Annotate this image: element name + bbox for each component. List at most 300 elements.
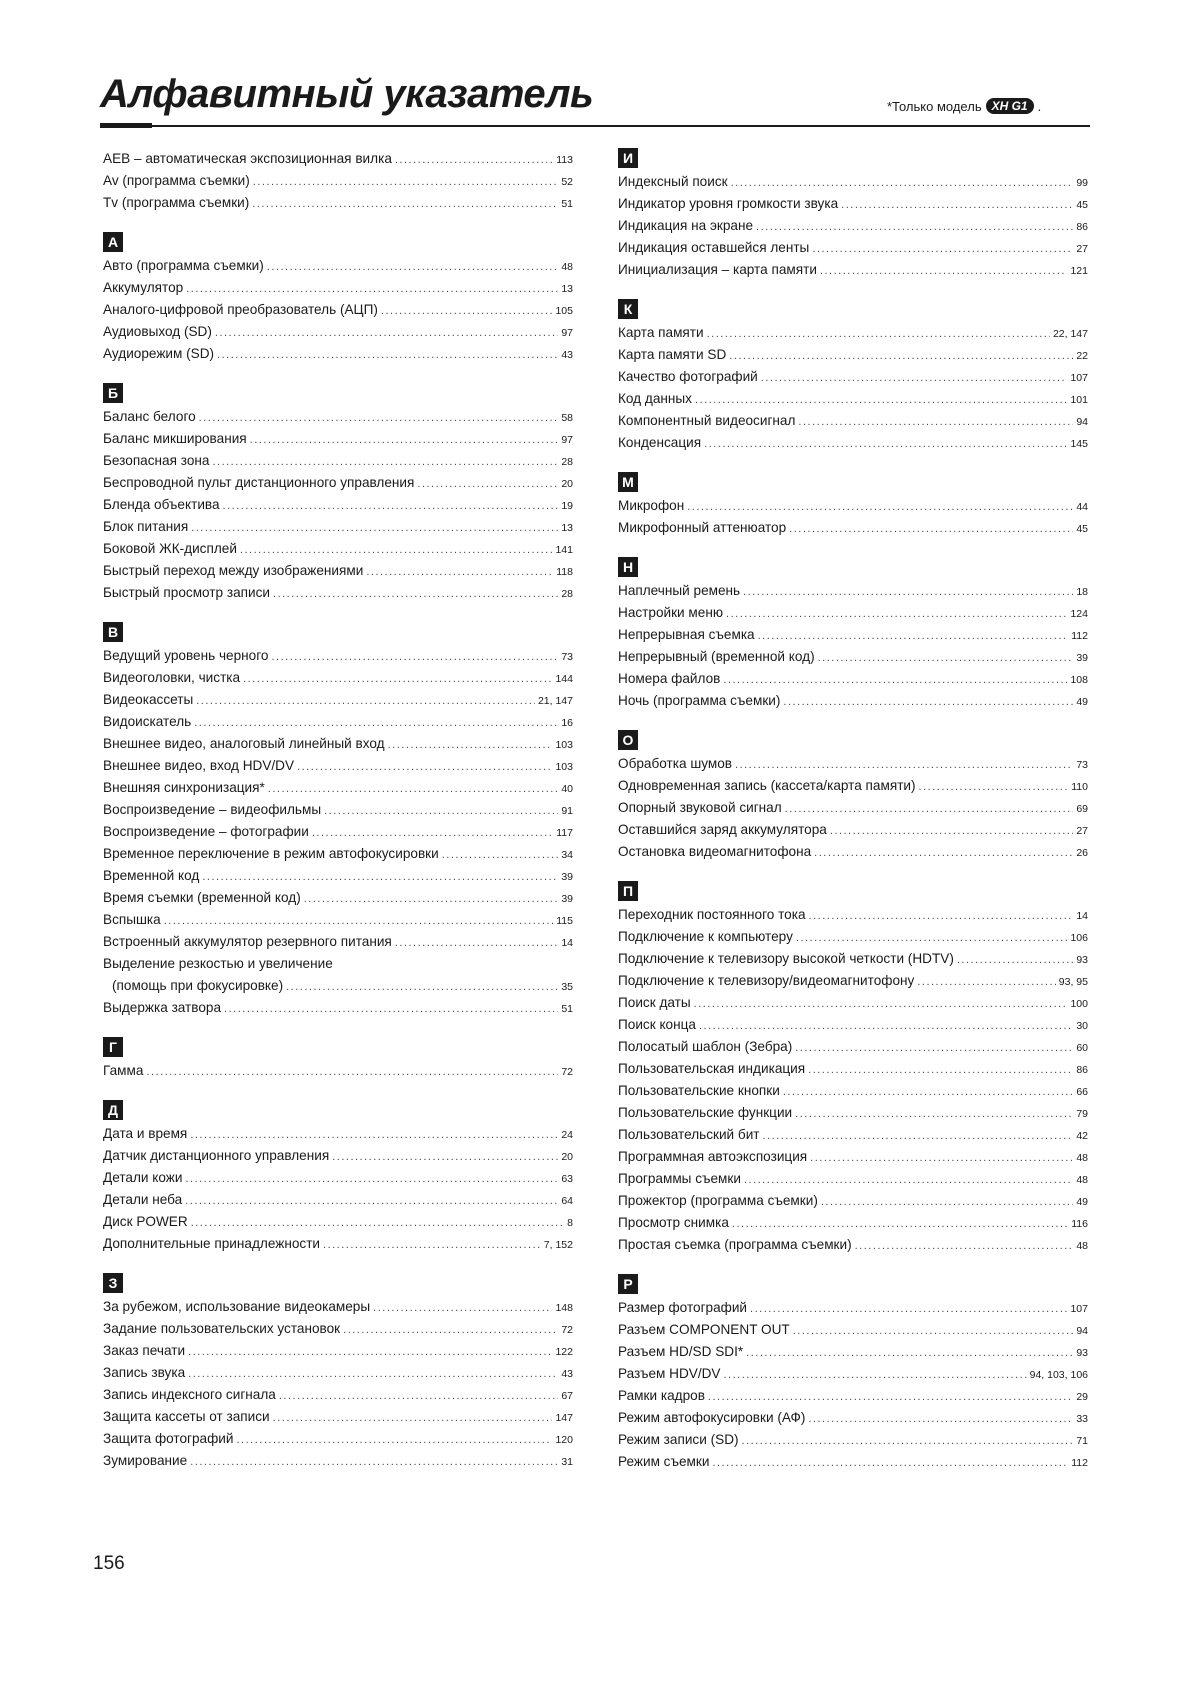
entry-page: 35 [561,981,573,993]
index-entry [103,428,573,450]
dot-leader [323,1234,541,1256]
entry-term: Режим автофокусировки (АФ) [618,1410,806,1425]
entry-page: 49 [1076,1196,1088,1208]
index-section [103,1255,573,1472]
section-letter: В [103,622,123,642]
dot-leader [919,776,1069,798]
dot-leader [194,712,558,734]
entry-page: 94, 103, 106 [1029,1369,1088,1381]
entry-page: 28 [561,456,573,468]
index-section [103,365,573,604]
entry-term: Дополнительные принадлежности [103,1236,321,1251]
entry-page: 45 [1076,199,1088,211]
index-entry [618,1407,1088,1429]
page-number: 156 [93,1553,125,1574]
dot-leader [217,344,558,366]
index-entry [103,667,573,689]
dot-leader [731,172,1074,194]
entry-page: 43 [561,1368,573,1380]
dot-leader [388,734,553,756]
index-entry [618,495,1088,517]
entry-term: Непрерывная съемка [618,627,755,642]
entry-term: Воспроизведение – видеофильмы [103,802,322,817]
entry-page: 141 [555,544,573,556]
index-entry [618,1168,1088,1190]
entry-term: Одновременная запись (кассета/карта памяти) [618,778,916,793]
index-entry [103,192,573,214]
dot-leader [312,822,553,844]
entry-page: 105 [555,305,573,317]
entry-page: 44 [1076,501,1088,513]
dot-leader [707,323,1050,345]
entry-term: Непрерывный (временной код) [618,649,815,664]
dot-leader [202,866,558,888]
index-entry [618,646,1088,668]
entry-page: 124 [1070,608,1088,620]
entry-term: Диск POWER [103,1214,188,1229]
index-entry [618,1014,1088,1036]
entry-term: Пользовательская индикация [618,1061,806,1076]
entry-term: Разъем HDV/DV [618,1366,721,1381]
dot-leader [273,1407,553,1429]
entry-term: Воспроизведение – фотографии [103,824,309,839]
index-entry [618,970,1088,992]
entry-page: 122 [555,1346,573,1358]
index-section [103,1019,573,1082]
index-entry [618,926,1088,948]
entry-term: Задание пользовательских установок [103,1321,341,1336]
entry-term: Переходник постоянного тока [618,907,806,922]
entry-page: 52 [561,176,573,188]
dot-leader [814,842,1073,864]
dot-leader [224,998,558,1020]
dot-leader [712,1452,1068,1474]
section-letter: К [618,299,638,319]
model-note [887,98,1041,114]
entry-term: Подключение к телевизору высокой четкости (HDTV) [618,951,954,966]
index-entry [103,711,573,733]
entry-page: 94 [1076,416,1088,428]
dot-leader [191,1212,564,1234]
section-letter: Н [618,557,638,577]
entry-term: Быстрый переход между изображениями [103,563,364,578]
entry-term: Внешняя синхронизация* [103,780,265,795]
index-entry [618,1385,1088,1407]
entry-term: Защита фотографий [103,1431,234,1446]
dot-leader [746,1342,1073,1364]
dot-leader [215,322,558,344]
entry-term: Поиск конца [618,1017,696,1032]
entry-term: Подключение к телевизору/видеомагнитофону [618,973,915,988]
dot-leader [758,625,1069,647]
section-letter-row [618,730,1088,753]
dot-leader [795,1103,1073,1125]
dot-leader [699,1015,1073,1037]
dot-leader [763,1125,1074,1147]
entry-page: 48 [1076,1174,1088,1186]
index-entry [103,1296,573,1318]
entry-term: Разъем HD/SD SDI* [618,1344,744,1359]
dot-leader [743,581,1073,603]
entry-term: Ночь (программа съемки) [618,693,781,708]
entry-page: 79 [1076,1108,1088,1120]
index-entry [103,450,573,472]
index-entry [103,1233,573,1255]
index-entry [103,343,573,365]
index-section [618,712,1088,863]
entry-page: 49 [1076,696,1088,708]
dot-leader [783,691,1073,713]
entry-page: 97 [561,327,573,339]
entry-page: 63 [561,1173,573,1185]
dot-leader [793,1320,1074,1342]
entry-page: 28 [561,588,573,600]
index-entry [618,1124,1088,1146]
index-entry [618,1297,1088,1319]
entry-term: Tv (программа съемки) [103,195,250,210]
entry-term: Полосатый шаблон (Зебра) [618,1039,793,1054]
dot-leader [381,300,553,322]
index-entry [618,410,1088,432]
entry-page: 73 [1076,759,1088,771]
entry-page: 34 [561,849,573,861]
entry-page: 93, 95 [1058,976,1088,988]
index-entry [618,1363,1088,1385]
entry-page: 20 [561,1151,573,1163]
entry-page: 22 [1076,350,1088,362]
dot-leader [744,1169,1073,1191]
entry-term: Инициализация – карта памяти [618,262,817,277]
dot-leader [223,495,559,517]
dot-leader [704,433,1067,455]
entry-page: 147 [555,1412,573,1424]
entry-term: Запись звука [103,1365,186,1380]
section-letter: Д [103,1100,123,1120]
dot-leader [252,193,558,215]
dot-leader [185,1168,558,1190]
dot-leader [798,411,1073,433]
entry-page: 8 [567,1217,573,1229]
index-entry [103,1123,573,1145]
entry-page: 16 [561,717,573,729]
dot-leader [186,278,558,300]
index-entry [103,1406,573,1428]
entry-term: Код данных [618,391,692,406]
dot-leader [297,756,552,778]
entry-page: 103 [555,761,573,773]
index-entry: Выделение резкостью и увеличение [103,956,333,971]
entry-term: Микрофон [618,498,685,513]
entry-page: 110 [1071,781,1088,793]
entry-term: Аудиовыход (SD) [103,324,212,339]
entry-page: 42 [1076,1130,1088,1142]
entry-term: Дата и время [103,1126,188,1141]
index-entry [618,1058,1088,1080]
page-title: Алфавитный указатель [100,72,594,116]
dot-leader [212,451,558,473]
section-letter-row [618,557,1088,580]
dot-leader [820,260,1068,282]
index-entry [103,733,573,755]
dot-leader [271,646,558,668]
section-letter-row [618,1274,1088,1297]
entry-page: 31 [561,1456,573,1468]
entry-page: 40 [561,783,573,795]
entry-page: 72 [561,1324,573,1336]
entry-term: Программы съемки [618,1171,741,1186]
index-entry [618,432,1088,454]
entry-page: 13 [561,283,573,295]
index-section [618,1256,1088,1473]
entry-term: Пользовательские кнопки [618,1083,780,1098]
dot-leader [735,754,1073,776]
section-gap [618,539,1088,557]
entry-term: Микрофонный аттенюатор [618,520,787,535]
index-entry [103,1362,573,1384]
index-entry [103,1384,573,1406]
entry-term: Настройки меню [618,605,724,620]
index-entry [618,753,1088,775]
index-entry [618,322,1088,344]
entry-page: 64 [561,1195,573,1207]
dot-leader [750,1298,1067,1320]
index-entry [103,148,573,170]
dot-leader [695,389,1068,411]
section-gap [618,281,1088,299]
entry-page: 22, 147 [1052,328,1088,340]
dot-leader [243,668,552,690]
dot-leader [917,971,1055,993]
index-entry [618,602,1088,624]
dot-leader [237,1429,553,1451]
dot-leader [841,194,1073,216]
index-entry [618,366,1088,388]
section-gap [618,454,1088,472]
index-entry [618,841,1088,863]
entry-page: 116 [1071,1218,1088,1230]
dot-leader [821,1191,1073,1213]
entry-term: Пользовательский бит [618,1127,760,1142]
entry-page: 100 [1070,998,1088,1010]
entry-page: 67 [561,1390,573,1402]
dot-leader [694,993,1068,1015]
index-entry [618,1102,1088,1124]
section-letter-row [618,148,1088,171]
entry-term: Аудиорежим (SD) [103,346,215,361]
section-letter-row [103,1273,573,1296]
dot-leader [304,888,559,910]
section-letter: Б [103,383,123,403]
dot-leader [190,1124,558,1146]
entry-page: 27 [1076,243,1088,255]
dot-leader [366,561,553,583]
index-entry [103,406,573,428]
entry-page: 43 [561,349,573,361]
dot-leader [855,1235,1074,1257]
entry-page: 14 [1076,910,1088,922]
entry-page: 101 [1070,394,1088,406]
entry-page: 91 [561,805,573,817]
entry-term: Заказ печати [103,1343,186,1358]
entry-page: 112 [1071,630,1088,642]
entry-term: Рамки кадров [618,1388,705,1403]
index-section [618,454,1088,539]
entry-page: 73 [561,651,573,663]
dot-leader [395,149,553,171]
entry-page: 18 [1076,586,1088,598]
index-entry [103,645,573,667]
entry-term: Гамма [103,1063,144,1078]
entry-page: 118 [556,566,573,578]
entry-term: За рубежом, использование видеокамеры [103,1299,371,1314]
entry-page: 107 [1070,372,1088,384]
index-entry [618,1451,1088,1473]
index-entry [618,690,1088,712]
index-entry [103,777,573,799]
entry-term: Встроенный аккумулятор резервного питания [103,934,392,949]
dot-leader [395,932,559,954]
index-entry [618,775,1088,797]
entry-term: Наплечный ремень [618,583,741,598]
dot-leader [729,345,1073,367]
entry-page: 113 [556,154,573,166]
entry-term: (помощь при фокусировке) [112,978,284,993]
entry-page: 45 [1076,523,1088,535]
index-entry [103,1167,573,1189]
entry-page: 24 [561,1129,573,1141]
entry-term: Вспышка [103,912,161,927]
dot-leader [808,1059,1073,1081]
dot-leader [442,844,559,866]
index-section [618,281,1088,454]
entry-page: 19 [561,500,573,512]
entry-page: 103 [555,739,573,751]
index-entry [103,909,573,931]
index-entry [103,1318,573,1340]
entry-page: 97 [561,434,573,446]
entry-term: Просмотр снимка [618,1215,729,1230]
index-entry [103,755,573,777]
dot-leader [250,429,559,451]
dot-leader [783,1081,1074,1103]
dot-leader [796,927,1068,949]
entry-page: 148 [555,1302,573,1314]
section-letter: З [103,1273,123,1293]
entry-page: 94 [1076,1325,1088,1337]
entry-term: Поиск даты [618,995,691,1010]
entry-term: Номера файлов [618,671,721,686]
index-entry [103,277,573,299]
entry-term: Пользовательские функции [618,1105,793,1120]
index-section [618,863,1088,1256]
index-entry [103,538,573,560]
entry-page: 66 [1076,1086,1088,1098]
dot-leader [164,910,554,932]
entry-term: Индексный поиск [618,174,728,189]
dot-leader [742,1430,1074,1452]
entry-term: Аналого-цифровой преобразователь (АЦП) [103,302,378,317]
dot-leader [191,517,558,539]
section-letter-row [618,472,1088,495]
index-entry [618,1190,1088,1212]
entry-term: Запись индексного сигнала [103,1387,276,1402]
dot-leader [830,820,1073,842]
index-section [103,1082,573,1255]
index-entry [618,624,1088,646]
entry-page: 20 [561,478,573,490]
entry-term: AEB – автоматическая экспозиционная вилка [103,151,392,166]
entry-term: Баланс микширования [103,431,247,446]
index-entry [618,904,1088,926]
dot-leader [196,690,535,712]
entry-page: 29 [1076,1391,1088,1403]
entry-page: 58 [561,412,573,424]
dot-leader [286,976,558,998]
section-letter: Р [618,1274,638,1294]
section-letter-row [103,383,573,406]
dot-leader [810,1147,1073,1169]
entry-page: 21, 147 [537,695,573,707]
entry-term: Индикация оставшейся ленты [618,240,810,255]
section-letter: О [618,730,638,750]
entry-page: 48 [1076,1240,1088,1252]
entry-term: Оставшийся заряд аккумулятора [618,822,827,837]
index-entry [618,1319,1088,1341]
index-entry [103,560,573,582]
index-entry [103,975,573,997]
entry-term: Карта памяти [618,325,704,340]
entry-page: 86 [1076,221,1088,233]
entry-term: Детали неба [103,1192,183,1207]
entry-page: 69 [1076,803,1088,815]
section-gap [103,1019,573,1037]
index-entry [103,1450,573,1472]
index-entry [103,887,573,909]
dot-leader [785,798,1074,820]
section-letter-row [103,622,573,645]
index-entry [103,821,573,843]
index-entry [618,1429,1088,1451]
entry-page: 121 [1070,265,1088,277]
index-entry [103,472,573,494]
index-entry [103,1189,573,1211]
entry-term: Внешнее видео, аналоговый линейный вход [103,736,385,751]
section-gap [103,1255,573,1273]
entry-page: 39 [561,871,573,883]
dot-leader [253,171,559,193]
index-section [618,539,1088,712]
section-gap [618,1256,1088,1274]
entry-term: Баланс белого [103,409,196,424]
dot-leader [726,603,1067,625]
entry-term: Внешнее видео, вход HDV/DV [103,758,295,773]
dot-leader [756,216,1073,238]
entry-term: Быстрый просмотр записи [103,585,271,600]
index-entry [103,1145,573,1167]
dot-leader [789,518,1073,540]
index-section [618,148,1088,281]
entry-term: Остановка видеомагнитофона [618,844,812,859]
dot-leader [146,1061,558,1083]
model-note-suffix: . [1037,98,1042,114]
dot-leader [332,1146,558,1168]
index-entry [103,170,573,192]
dot-leader [812,238,1073,260]
index-section [103,214,573,365]
entry-page: 33 [1076,1413,1088,1425]
index-entry [618,797,1088,819]
entry-term: Видеокассеты [103,692,194,707]
